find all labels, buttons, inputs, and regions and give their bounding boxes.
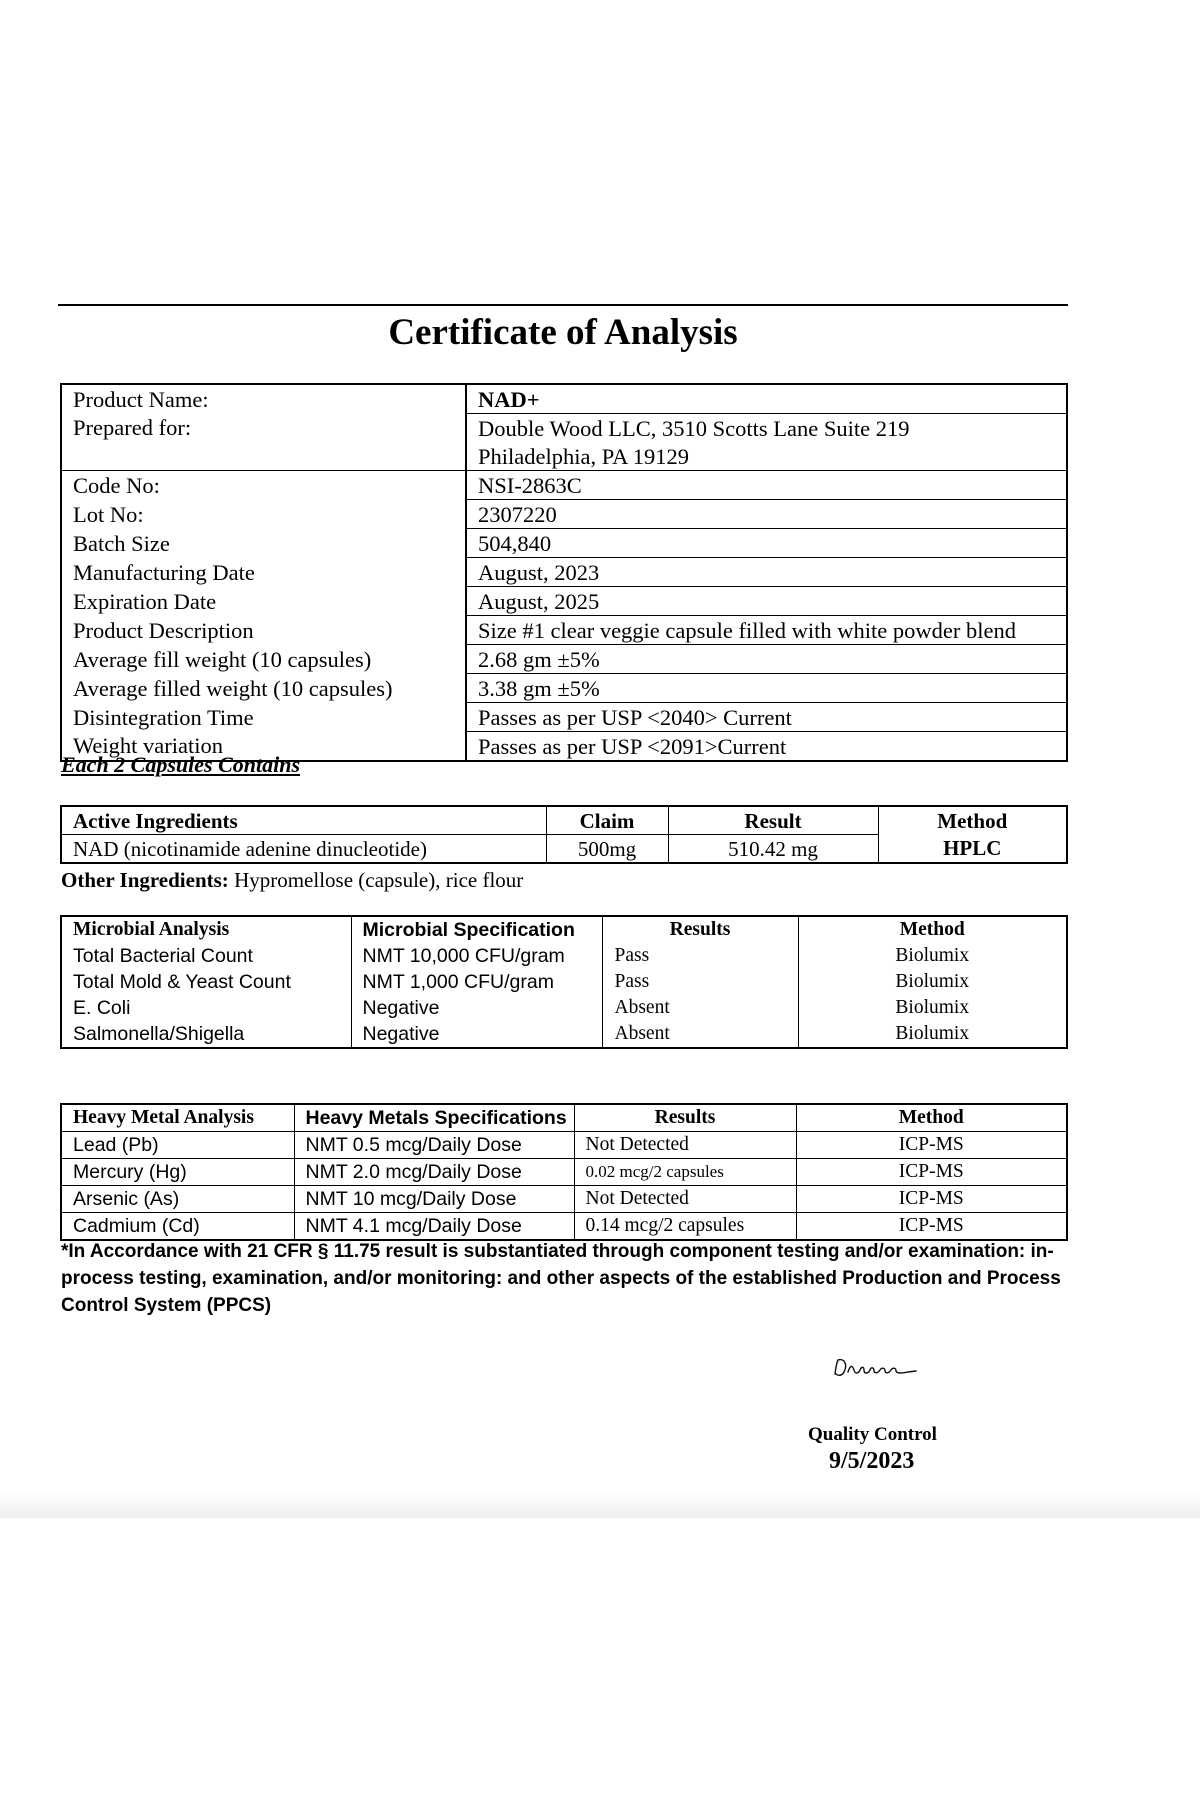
table-row bbox=[61, 1159, 1067, 1186]
product-name-label: Product Name: bbox=[61, 384, 466, 414]
page-bottom-edge bbox=[0, 1492, 1200, 1518]
batch-size-label: Batch Size bbox=[61, 529, 466, 558]
document-title: Certificate of Analysis bbox=[388, 312, 738, 353]
active-result-value: 510.42 mg bbox=[668, 835, 878, 864]
disintegration-time-label: Disintegration Time bbox=[61, 703, 466, 732]
top-rule bbox=[58, 304, 1068, 306]
table-header-row bbox=[61, 1104, 1067, 1132]
microbial-analysis-header: Microbial Analysis bbox=[61, 916, 351, 943]
prepared-for-value-line2: Philadelphia, PA 19129 bbox=[466, 442, 1067, 471]
table-row bbox=[61, 384, 1067, 414]
microbial-spec: NMT 10,000 CFU/gram bbox=[351, 943, 602, 969]
table-row bbox=[61, 529, 1067, 558]
product-name-value: NAD+ bbox=[466, 384, 1067, 414]
table-header-row bbox=[61, 916, 1067, 943]
table-row bbox=[61, 703, 1067, 732]
table-row bbox=[61, 414, 1067, 443]
quality-control-label: Quality Control bbox=[808, 1424, 937, 1445]
active-ingredients-header: Active Ingredients bbox=[61, 806, 546, 835]
disintegration-time-value: Passes as per USP <2040> Current bbox=[466, 703, 1067, 732]
expiration-date-value: August, 2025 bbox=[466, 587, 1067, 616]
table-header-row bbox=[61, 806, 1067, 835]
table-row bbox=[61, 558, 1067, 587]
table-row bbox=[61, 587, 1067, 616]
heavy-metal-result: Not Detected bbox=[574, 1186, 796, 1213]
code-no-value: NSI-2863C bbox=[466, 471, 1067, 500]
heavy-metal-name: Lead (Pb) bbox=[61, 1132, 294, 1159]
microbial-spec: Negative bbox=[351, 995, 602, 1021]
heavy-metal-spec: NMT 2.0 mcg/Daily Dose bbox=[294, 1159, 574, 1186]
active-method-value: HPLC bbox=[878, 835, 1067, 864]
manufacturing-date-value: August, 2023 bbox=[466, 558, 1067, 587]
table-row bbox=[61, 1021, 1067, 1048]
heavy-metal-name: Arsenic (As) bbox=[61, 1186, 294, 1213]
each-capsules-heading: Each 2 Capsules Contains bbox=[61, 752, 301, 777]
heavy-metal-name: Cadmium (Cd) bbox=[61, 1213, 294, 1241]
microbial-results-header: Results bbox=[602, 916, 798, 943]
manufacturing-date-label: Manufacturing Date bbox=[61, 558, 466, 587]
expiration-date-label: Expiration Date bbox=[61, 587, 466, 616]
heavy-metal-analysis-table bbox=[60, 1103, 1068, 1241]
microbial-test-name: Total Bacterial Count bbox=[61, 943, 351, 969]
heavy-metal-spec: NMT 4.1 mcg/Daily Dose bbox=[294, 1213, 574, 1241]
heavy-metal-method: ICP-MS bbox=[796, 1186, 1067, 1213]
microbial-method: Biolumix bbox=[895, 1023, 970, 1044]
microbial-method-header: Method bbox=[899, 919, 965, 940]
average-fill-weight-label: Average fill weight (10 capsules) bbox=[61, 645, 466, 674]
heavy-metal-method: ICP-MS bbox=[796, 1132, 1067, 1159]
heavy-metal-result: Not Detected bbox=[574, 1132, 796, 1159]
heavy-metal-method: ICP-MS bbox=[796, 1213, 1067, 1241]
microbial-analysis-table bbox=[60, 915, 1068, 1049]
code-no-label: Code No: bbox=[61, 471, 466, 500]
prepared-for-label: Prepared for: bbox=[61, 414, 466, 471]
microbial-method: Biolumix bbox=[895, 997, 970, 1018]
product-info-table bbox=[60, 383, 1068, 762]
lot-no-label: Lot No: bbox=[61, 500, 466, 529]
microbial-result: Absent bbox=[602, 995, 798, 1021]
table-row bbox=[61, 500, 1067, 529]
active-ingredient-name: NAD (nicotinamide adenine dinucleotide) bbox=[61, 835, 546, 864]
result-header: Result bbox=[668, 806, 878, 835]
heavy-metal-spec: NMT 0.5 mcg/Daily Dose bbox=[294, 1132, 574, 1159]
product-description-value: Size #1 clear veggie capsule filled with white powder blend bbox=[466, 616, 1067, 645]
table-row bbox=[61, 995, 1067, 1021]
page-bottom-margin bbox=[0, 1518, 1200, 1800]
other-ingredients bbox=[61, 868, 523, 893]
lot-no-value: 2307220 bbox=[466, 500, 1067, 529]
heavy-metal-result: 0.02 mcg/2 capsules bbox=[574, 1159, 796, 1186]
microbial-test-name: E. Coli bbox=[61, 995, 351, 1021]
heavy-metals-method-header: Method bbox=[796, 1104, 1067, 1132]
table-row bbox=[61, 943, 1067, 969]
average-filled-weight-label: Average filled weight (10 capsules) bbox=[61, 674, 466, 703]
other-ingredients-label: Other Ingredients: bbox=[61, 868, 229, 892]
microbial-method: Biolumix bbox=[895, 945, 970, 966]
other-ingredients-value: Hypromellose (capsule), rice flour bbox=[228, 868, 524, 892]
heavy-metals-specifications-header: Heavy Metals Specifications bbox=[294, 1104, 574, 1132]
microbial-specification-header: Microbial Specification bbox=[351, 916, 602, 943]
microbial-result: Pass bbox=[602, 943, 798, 969]
table-row bbox=[61, 969, 1067, 995]
average-fill-weight-value: 2.68 gm ±5% bbox=[466, 645, 1067, 674]
microbial-test-name: Total Mold & Yeast Count bbox=[61, 969, 351, 995]
table-row bbox=[61, 616, 1067, 645]
microbial-spec: Negative bbox=[351, 1021, 602, 1048]
microbial-method: Biolumix bbox=[895, 971, 970, 992]
cfr-compliance-note: *In Accordance with 21 CFR § 11.75 result is substantiated through component testing and/or examination: in-process testing, examination, and/or monitoring: and other aspects of the established Production and Process Control System (PPCS) bbox=[61, 1241, 1061, 1316]
microbial-result: Absent bbox=[602, 1021, 798, 1048]
quality-control-date: 9/5/2023 bbox=[829, 1448, 915, 1474]
table-row bbox=[61, 645, 1067, 674]
average-filled-weight-value: 3.38 gm ±5% bbox=[466, 674, 1067, 703]
weight-variation-label: Weight variation bbox=[61, 732, 466, 762]
microbial-result: Pass bbox=[602, 969, 798, 995]
batch-size-value: 504,840 bbox=[466, 529, 1067, 558]
heavy-metal-result: 0.14 mcg/2 capsules bbox=[574, 1213, 796, 1241]
heavy-metal-method: ICP-MS bbox=[796, 1159, 1067, 1186]
method-header: Method bbox=[878, 806, 1067, 835]
table-row bbox=[61, 674, 1067, 703]
heavy-metal-spec: NMT 10 mcg/Daily Dose bbox=[294, 1186, 574, 1213]
heavy-metal-analysis-header: Heavy Metal Analysis bbox=[61, 1104, 294, 1132]
heavy-metals-results-header: Results bbox=[574, 1104, 796, 1132]
table-row bbox=[61, 835, 1067, 864]
active-claim-value: 500mg bbox=[546, 835, 668, 864]
active-ingredients-table bbox=[60, 805, 1068, 864]
table-row bbox=[61, 1132, 1067, 1159]
signature bbox=[830, 1352, 920, 1386]
prepared-for-value-line1: Double Wood LLC, 3510 Scotts Lane Suite 219 bbox=[478, 415, 910, 441]
product-description-label: Product Description bbox=[61, 616, 466, 645]
weight-variation-value: Passes as per USP <2091>Current bbox=[478, 733, 787, 759]
table-row bbox=[61, 471, 1067, 500]
table-row bbox=[61, 1213, 1067, 1241]
microbial-test-name: Salmonella/Shigella bbox=[61, 1021, 351, 1048]
table-row bbox=[61, 1186, 1067, 1213]
heavy-metal-name: Mercury (Hg) bbox=[61, 1159, 294, 1186]
claim-header: Claim bbox=[546, 806, 668, 835]
microbial-spec: NMT 1,000 CFU/gram bbox=[351, 969, 602, 995]
